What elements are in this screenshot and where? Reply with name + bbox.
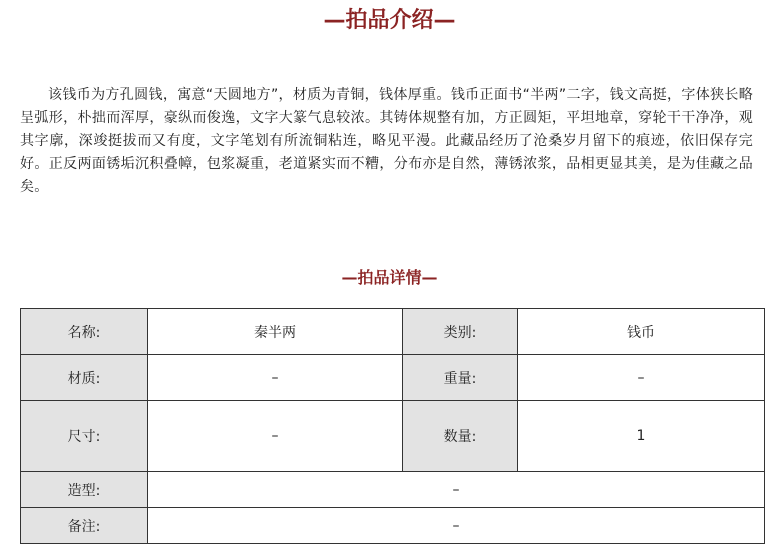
table-row xyxy=(21,401,765,472)
table-row xyxy=(21,309,765,355)
remarks-label: 备注: xyxy=(21,508,148,544)
size-value: – xyxy=(148,401,403,472)
category-label: 类别: xyxy=(403,309,518,355)
material-value: – xyxy=(148,355,403,401)
name-label: 名称: xyxy=(21,309,148,355)
table-row xyxy=(21,472,765,508)
weight-value: – xyxy=(518,355,765,401)
shape-label: 造型: xyxy=(21,472,148,508)
quantity-label: 数量: xyxy=(403,401,518,472)
category-value: 钱币 xyxy=(518,309,765,355)
details-table xyxy=(20,308,765,544)
table-row xyxy=(21,355,765,401)
quantity-value: 1 xyxy=(518,401,765,472)
table-row xyxy=(21,508,765,544)
intro-section-title: —拍品介绍— xyxy=(323,8,456,33)
material-label: 材质: xyxy=(21,355,148,401)
size-label: 尺寸: xyxy=(21,401,148,472)
remarks-value: – xyxy=(148,508,765,544)
name-value: 秦半两 xyxy=(148,309,403,355)
shape-value: – xyxy=(148,472,765,508)
weight-label: 重量: xyxy=(403,355,518,401)
item-description: 该钱币为方孔圆钱，寓意“天圆地方”，材质为青铜，钱体厚重。钱币正面书“半两”二字，钱文高挺，字体狭长略呈弧形，朴拙而浑厚，豪纵而俊逸，文字大篆气息较浓。其铸体规整有加，方正圆矩，平坦地章，穿轮干干净净，观其字廓，深竣挺拔而又有度，文字笔划有所流铜粘连，略见平漫。此藏品经历了沧桑岁月留下的痕迹，依旧保存完好。正反两面锈垢沉积叠幛，包浆凝重，老道紧实而不糟，分布亦是自然，薄锈浓浆，品相更显其美，是为佳藏之品矣。 xyxy=(20,87,753,195)
details-section-title: —拍品详情— xyxy=(341,268,438,287)
